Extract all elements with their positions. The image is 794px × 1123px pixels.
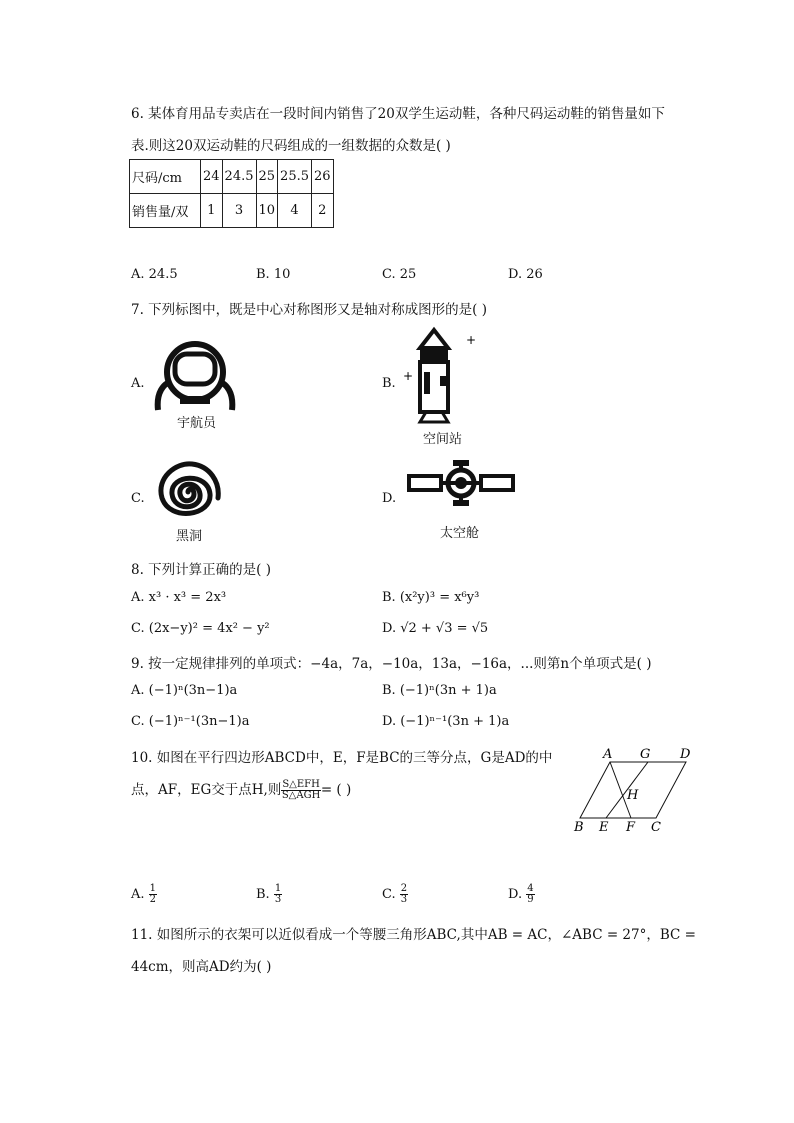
table-row (130, 194, 334, 228)
q8-option-b[interactable]: B. (x²y)³ = x⁶y³ (382, 590, 480, 605)
q6-stem-line1: 6. 某体育用品专卖店在一段时间内销售了20双学生运动鞋，各种尺码运动鞋的销售量如下 (131, 106, 665, 122)
option-letter: A. (131, 887, 145, 902)
q6-option-b[interactable]: B. 10 (256, 267, 291, 282)
option-letter: D. (508, 887, 523, 902)
label-f: F (626, 820, 636, 835)
table-cell: 尺码/cm (130, 160, 201, 194)
option-fraction (526, 884, 534, 905)
option-fraction (149, 884, 157, 905)
q10-line2-text: 点，AF，EG交于点H,则 (131, 782, 282, 798)
table-cell: 24 (201, 160, 223, 194)
label-b: B (574, 820, 584, 835)
astronaut-icon (150, 340, 240, 412)
fraction-denominator: S△AGH (281, 790, 321, 801)
q9-stem: 9. 按一定规律排列的单项式：−4a，7a，−10a，13a，−16a，...则第n个单项式是( ) (131, 656, 652, 672)
q7-option-b-letter[interactable]: B. (382, 376, 396, 391)
label-e: E (599, 820, 609, 835)
option-letter: C. (382, 887, 396, 902)
label-c: C (651, 820, 661, 835)
q10-option-a[interactable] (131, 884, 157, 905)
table-cell: 1 (201, 194, 223, 228)
fraction-numerator: S△EFH (282, 779, 320, 790)
q6-size-table (129, 159, 334, 228)
q7-caption-d: 太空舱 (440, 526, 480, 541)
label-g: G (640, 747, 651, 762)
option-fraction (274, 884, 282, 905)
q6-option-d[interactable]: D. 26 (508, 267, 543, 282)
q10-line2-end: = ( ) (320, 782, 352, 798)
table-cell: 25 (256, 160, 278, 194)
q11-stem-line1: 11. 如图所示的衣架可以近似看成一个等腰三角形ABC,其中AB = AC，∠ABC = 27°，BC = (131, 927, 696, 943)
q7-option-c-letter[interactable]: C. (131, 491, 145, 506)
q6-option-a[interactable]: A. 24.5 (131, 267, 178, 282)
q10-option-b[interactable] (256, 884, 282, 905)
q9-option-a[interactable]: A. (−1)ⁿ(3n−1)a (131, 683, 238, 698)
table-cell: 26 (312, 160, 334, 194)
label-h: H (627, 788, 639, 803)
q7-option-d-letter[interactable]: D. (382, 491, 397, 506)
q10-option-d[interactable] (508, 884, 535, 905)
table-cell: 4 (278, 194, 312, 228)
table-cell: 销售量/双 (130, 194, 201, 228)
label-a: A (603, 747, 613, 762)
table-cell: 24.5 (222, 160, 256, 194)
svg-text:+: + (403, 369, 414, 383)
q7-stem: 7. 下列标图中，既是中心对称图形又是轴对称成图形的是( ) (131, 302, 487, 318)
table-cell: 2 (312, 194, 334, 228)
q9-option-c[interactable]: C. (−1)ⁿ⁻¹(3n−1)a (131, 714, 250, 729)
label-d: D (680, 747, 691, 762)
q9-option-b[interactable]: B. (−1)ⁿ(3n + 1)a (382, 683, 497, 698)
q8-stem: 8. 下列计算正确的是( ) (131, 562, 271, 578)
q11-stem-line2: 44cm，则高AD约为( ) (131, 959, 272, 975)
q6-option-c[interactable]: C. 25 (382, 267, 417, 282)
fraction-denominator: 3 (274, 894, 282, 905)
option-fraction (400, 884, 408, 905)
black-hole-icon (152, 458, 224, 526)
fraction-numerator: 2 (400, 883, 408, 894)
q10-option-c[interactable] (382, 884, 408, 905)
table-cell: 3 (222, 194, 256, 228)
space-station-icon (400, 326, 480, 426)
q7-option-a-letter[interactable]: A. (131, 376, 145, 391)
q10-stem-line2 (131, 778, 351, 801)
q10-stem-line1: 10. 如图在平行四边形ABCD中，E，F是BC的三等分点，G是AD的中 (131, 750, 553, 766)
fraction-numerator: 1 (149, 883, 157, 894)
q8-option-c[interactable]: C. (2x−y)² = 4x² − y² (131, 621, 270, 636)
q10-area-ratio (281, 780, 321, 801)
table-cell: 10 (256, 194, 278, 228)
fraction-denominator: 9 (527, 894, 534, 905)
q7-caption-b: 空间站 (423, 432, 463, 447)
capsule-icon (407, 458, 515, 514)
fraction-numerator: 4 (527, 883, 534, 894)
parallelogram-figure (570, 744, 695, 836)
q8-option-d[interactable]: D. √2 + √3 = √5 (382, 621, 489, 636)
table-row (130, 160, 334, 194)
fraction-denominator: 3 (400, 894, 408, 905)
q9-option-d[interactable]: D. (−1)ⁿ⁻¹(3n + 1)a (382, 714, 510, 729)
fraction-numerator: 1 (274, 883, 282, 894)
q8-option-a[interactable]: A. x³ · x³ = 2x³ (131, 590, 227, 605)
table-cell: 25.5 (278, 160, 312, 194)
fraction-denominator: 2 (149, 894, 157, 905)
option-letter: B. (256, 887, 270, 902)
svg-text:+: + (466, 333, 477, 347)
q7-caption-c: 黑洞 (176, 529, 203, 544)
q6-stem-line2: 表.则这20双运动鞋的尺码组成的一组数据的众数是( ) (131, 138, 451, 154)
q7-caption-a: 宇航员 (177, 416, 217, 431)
